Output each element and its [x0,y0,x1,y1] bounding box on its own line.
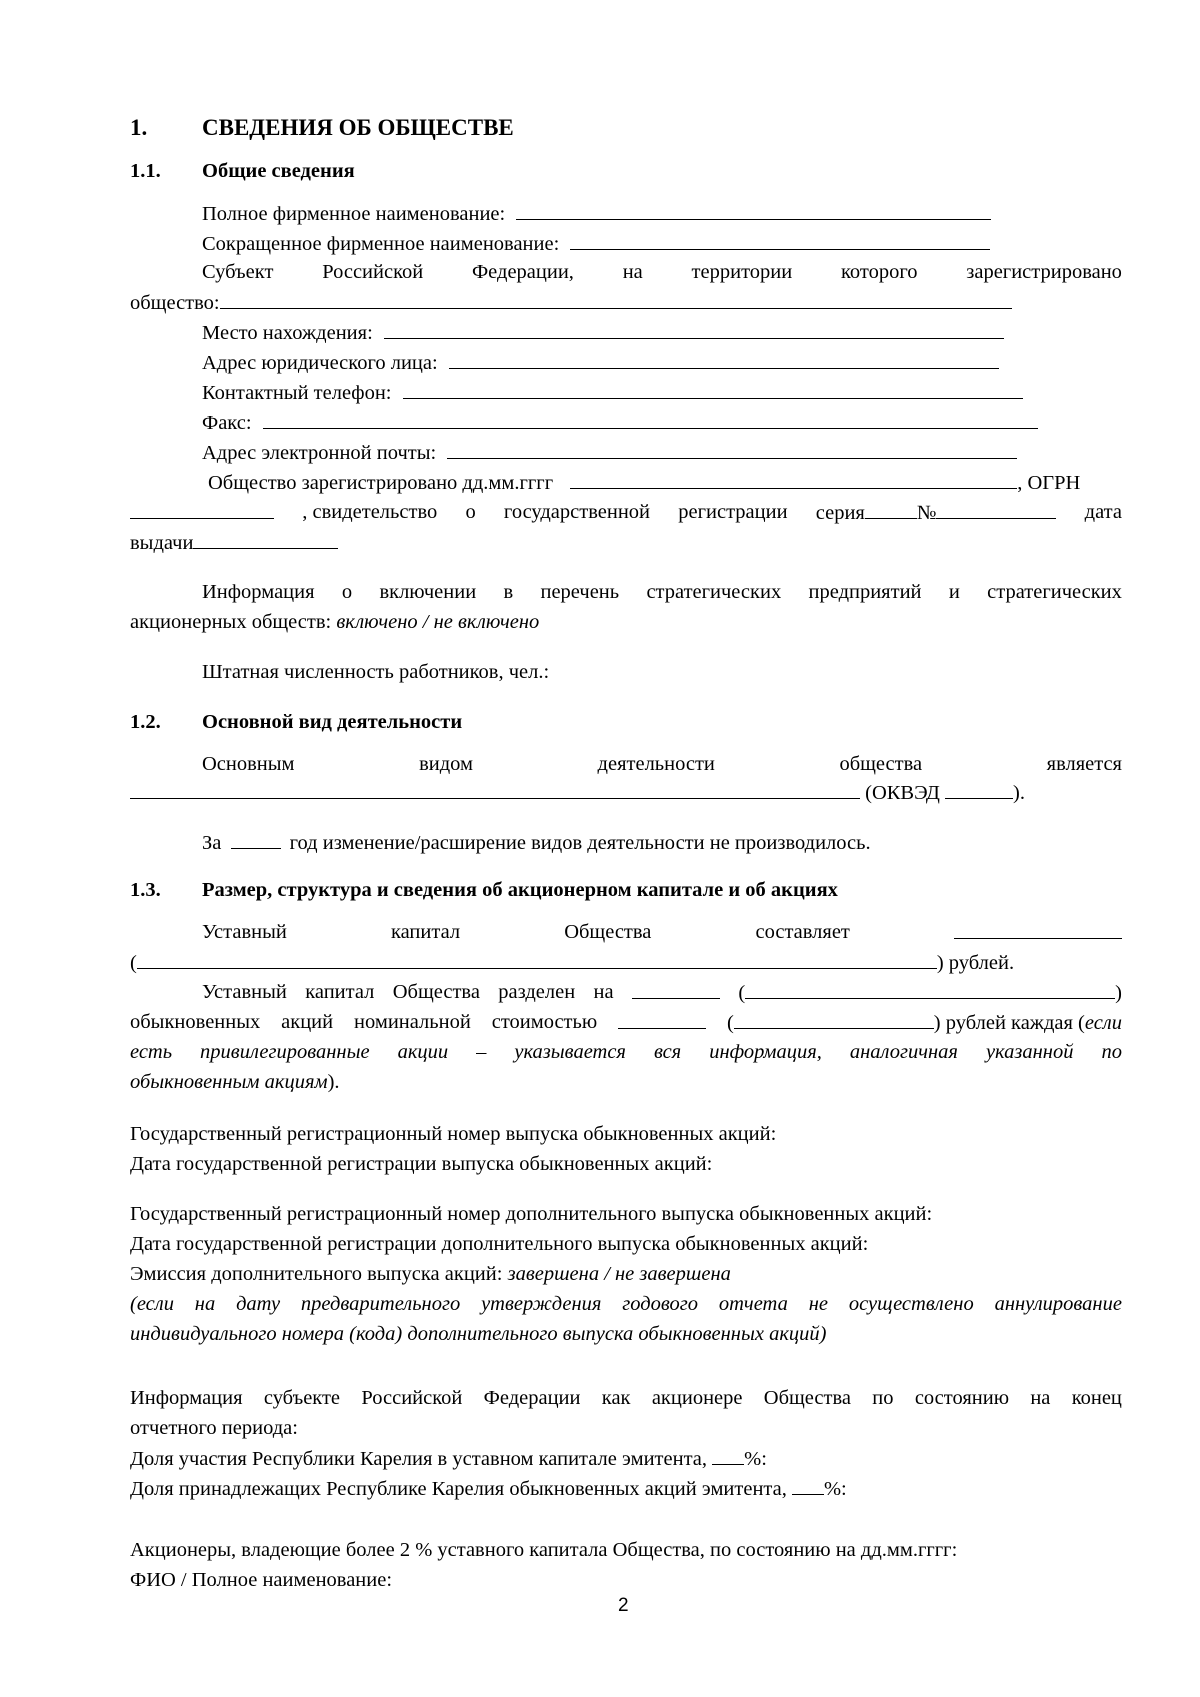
word: Российской [361,1387,463,1409]
word: стратегических [646,581,782,603]
word: год изменение/расширение видов деятельности не производилось. [289,832,871,854]
issue-reg-number: Государственный регистрационный номер выпуска обыкновенных акций: [130,1123,777,1145]
word: информация, [709,1041,822,1063]
shareholders-heading: Акционеры, владеющие более 2 % уставного капитала Общества, по состоянию на дд.мм.гггг: [130,1539,958,1561]
word: дата [1084,501,1122,523]
main-activity-line [202,751,1122,777]
blank-line [137,949,937,969]
word: перечень [540,581,620,603]
word: Общества [392,981,480,1003]
word: вся [653,1041,682,1063]
strategic-continuation [130,609,539,635]
word: по [1101,1041,1122,1063]
blank-line [936,499,1056,519]
word: годового [622,1293,699,1315]
word: Уставный [202,981,287,1003]
strategic-line [202,579,1122,605]
word: Информация [130,1387,243,1409]
blank-line [516,200,991,220]
short-name-field [202,230,990,257]
field-label: Место нахождения: [202,322,373,344]
word: деятельности [597,753,715,775]
blank-line [403,379,1023,399]
word: регистрации [678,501,788,523]
field-label: Факс: [202,412,252,434]
word: государственной [503,501,651,523]
word: дату [236,1293,281,1315]
preferred-note-end [130,1069,340,1095]
word: и [948,581,960,603]
emission-note-end: индивидуального номера (кода) дополнительного выпуска обыкновенных акций) [130,1323,827,1345]
word: указывается [514,1041,626,1063]
section-number: 1. [130,115,148,140]
word: привилегированные [200,1041,370,1063]
word: Общества [763,1387,851,1409]
paren: ) [1115,982,1122,1004]
shareholders-name: ФИО / Полное наименование: [130,1569,393,1591]
field-label: Сокращенное фирменное наименование: [202,233,560,255]
word: обыкновенных [130,1011,261,1033]
subject-line [202,259,1122,285]
word: ) рублей. [936,952,1015,974]
ogrn-label: , ОГРН [1017,472,1081,494]
word: Общества [564,921,652,943]
ordinary-shares-line [130,1009,1122,1036]
word: ). [327,1071,340,1093]
emission-value: завершена / не завершена [507,1263,731,1285]
word: акций [281,1011,334,1033]
word: на [194,1293,216,1315]
word: отчета [718,1293,788,1315]
blank-line [945,779,1013,799]
subsection-title: Размер, структура и сведения об акционерном капитале и об акциях [202,879,838,901]
word: акции [397,1041,449,1063]
blank-line [130,499,274,519]
paren: ( [726,1012,734,1034]
percent-label: %: [744,1448,767,1470]
section-title: СВЕДЕНИЯ ОБ ОБЩЕСТВЕ [202,115,514,140]
word: о [341,581,353,603]
subsection-number: 1.2. [130,711,161,733]
word: Основным [202,753,295,775]
word: предприятий [808,581,922,603]
okved-label: (ОКВЭД [865,782,940,804]
word: Российской [322,261,424,283]
issued-field [130,529,338,556]
word: не [808,1293,828,1315]
word: капитал [305,981,375,1003]
word: За [202,832,222,854]
word: видом [419,753,473,775]
word: осуществлено [848,1293,974,1315]
word: акционере [651,1387,743,1409]
blank-line [130,779,860,799]
word: Федерации [483,1387,581,1409]
page-number: 2 [618,1595,629,1616]
word: на [593,981,614,1003]
blank-line [954,919,1122,939]
field-label: Контактный телефон: [202,382,392,404]
field-label: Адрес юридического лица: [202,352,438,374]
word: на [1030,1387,1051,1409]
add-issue-reg-date: Дата государственной регистрации дополнительного выпуска обыкновенных акций: [130,1233,869,1255]
word: указанной [985,1041,1074,1063]
field-label: Общество зарегистрировано дд.мм.гггг [208,472,554,494]
field-label: Адрес электронной почты: [202,442,437,464]
word: является [1046,753,1122,775]
legal-address-field [202,349,999,376]
paren: ( [130,952,137,974]
emission-note-line [130,1291,1122,1317]
word: есть [130,1041,173,1063]
word: стратегических [987,581,1122,603]
word: (если [130,1293,174,1315]
strategic-value: включено / не включено [336,611,540,633]
activity-change [202,829,871,856]
blank-line [570,469,1017,489]
word: в [503,581,514,603]
okved-close: ). [1013,782,1025,804]
preferred-note-line [130,1039,1122,1065]
word: на [622,261,643,283]
karelia-capital-share [130,1445,767,1472]
karelia-info-end: отчетного периода: [130,1417,298,1439]
field-label: общество: [130,292,220,314]
phone-field [202,379,1023,406]
blank-line [712,1445,744,1465]
blank-line [570,230,990,250]
word: аналогичная [849,1041,958,1063]
karelia-info-line [130,1385,1122,1411]
add-issue-reg-number: Государственный регистрационный номер дополнительного выпуска обыкновенных акций: [130,1203,933,1225]
email-field [202,439,1017,466]
blank-line [618,1009,706,1029]
word: ) рублей каждая ( [933,1012,1085,1034]
word: которого [840,261,918,283]
subsection-number: 1.1. [130,160,161,182]
word: обыкновенным акциям [130,1071,328,1093]
staff-count: Штатная численность работников, чел.: [202,661,550,683]
word: аннулирование [994,1293,1122,1315]
word: серия [815,502,865,524]
field-label: Доля участия Республики Карелия в уставном капитале эмитента, [130,1448,713,1470]
word: как [601,1387,631,1409]
blank-line [449,349,999,369]
word: составляет [755,921,850,943]
field-label: Эмиссия дополнительного выпуска акций: [130,1263,508,1285]
word: конец [1071,1387,1122,1409]
fax-field [202,409,1038,436]
word: предварительного [300,1293,461,1315]
word: Федерации, [471,261,574,283]
word: общества [839,753,923,775]
word: Субъект [202,261,274,283]
number-sign: № [916,502,937,524]
subsection-title: Общие сведения [202,160,355,182]
location-field [202,319,1004,346]
field-label: Доля принадлежащих Республике Карелия обыкновенных акций эмитента, [130,1478,792,1500]
word: Информация [202,581,315,603]
divided-line [202,979,1122,1006]
blank-line [734,1009,934,1029]
field-label: Полное фирменное наименование: [202,203,506,225]
word: стоимостью [491,1011,598,1033]
word: по [872,1387,894,1409]
subsection-title: Основной вид деятельности [202,711,463,733]
subject-continuation [130,289,1012,316]
blank-line [384,319,1004,339]
blank-line [792,1475,824,1495]
word: капитал [390,921,461,943]
capital-amount-line [130,949,1014,976]
full-name-field [202,200,991,227]
blank-line [632,979,720,999]
emission-status [130,1261,731,1287]
word: состоянию [914,1387,1010,1409]
blank-line [865,499,917,519]
field-label: акционерных обществ: [130,611,337,633]
subsection-number: 1.3. [130,879,161,901]
blank-line [220,289,1012,309]
okved-line [130,779,1025,806]
issue-reg-date: Дата государственной регистрации выпуска обыкновенных акций: [130,1153,713,1175]
certificate-line [130,499,1122,526]
word: если [1084,1012,1122,1034]
capital-line [202,919,1122,945]
word: утверждения [481,1293,602,1315]
field-label: выдачи [130,532,194,554]
word: включении [379,581,477,603]
word: разделен [498,981,576,1003]
word: Уставный [202,921,287,943]
blank-line [193,529,338,549]
word: номинальной [354,1011,471,1033]
blank-line [231,829,281,849]
registration-field [208,469,1080,496]
karelia-stock-share [130,1475,847,1502]
blank-line [745,979,1115,999]
word: – [476,1041,487,1063]
word: зарегистрировано [966,261,1122,283]
paren: ( [738,982,746,1004]
word: о [465,501,476,523]
word: территории [691,261,793,283]
blank-line [447,439,1017,459]
word: субъекте [263,1387,341,1409]
word: , свидетельство [302,501,438,523]
percent-label: %: [823,1478,847,1500]
blank-line [263,409,1038,429]
